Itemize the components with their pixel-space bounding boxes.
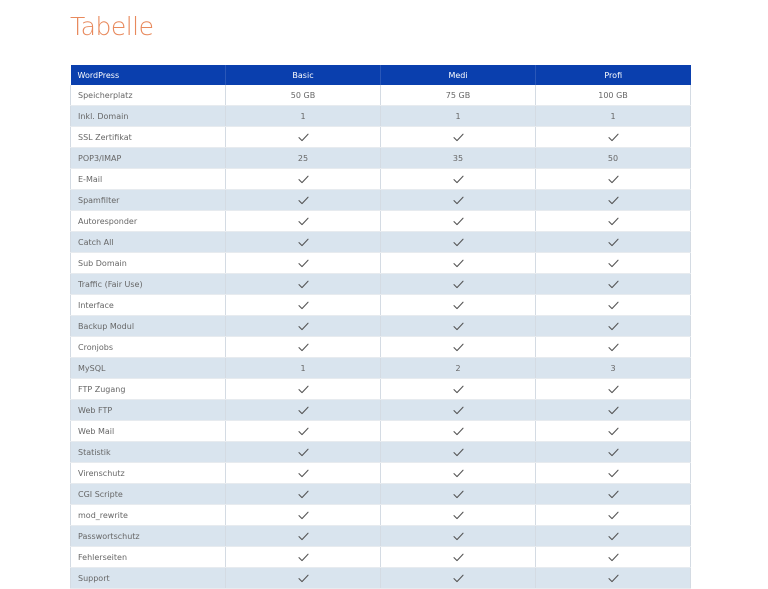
plan-value-cell [381,547,536,568]
check-icon [608,301,619,310]
plan-value-cell [536,232,691,253]
check-icon [298,238,309,247]
plan-value-cell [381,295,536,316]
check-icon [608,448,619,457]
plan-value-cell [226,211,381,232]
plan-value-cell: 1 [381,106,536,127]
plan-value-cell [381,211,536,232]
check-icon [453,259,464,268]
column-header-medi: Medi [381,65,536,85]
plan-value-cell [536,127,691,148]
plan-value-cell [536,568,691,589]
table-row [71,127,691,148]
plan-value-cell [536,526,691,547]
check-icon [453,406,464,415]
plan-value-cell [381,421,536,442]
check-icon [453,175,464,184]
table-row [71,190,691,211]
plan-value-cell [381,484,536,505]
table-row [71,316,691,337]
check-icon [298,133,309,142]
plan-value-cell [381,442,536,463]
table-row [71,295,691,316]
feature-label: Statistik [71,442,226,463]
check-icon [608,343,619,352]
plan-value-cell [381,463,536,484]
plan-value-cell [226,127,381,148]
table-row [71,442,691,463]
plan-value-cell [536,379,691,400]
check-icon [298,280,309,289]
plan-value-cell [536,253,691,274]
check-icon [453,280,464,289]
check-icon [608,322,619,331]
table-row [71,274,691,295]
pricing-table [70,65,691,589]
plan-value-cell: 100 GB [536,85,691,106]
feature-label: Cronjobs [71,337,226,358]
feature-label: Inkl. Domain [71,106,226,127]
plan-value-cell [381,190,536,211]
check-icon [298,322,309,331]
table-row [71,337,691,358]
plan-value-cell [381,505,536,526]
check-icon [608,259,619,268]
plan-value-cell [536,547,691,568]
plan-value-cell: 25 [226,148,381,169]
column-header-basic: Basic [226,65,381,85]
feature-label: Passwortschutz [71,526,226,547]
plan-value-cell [226,169,381,190]
plan-value-cell [226,337,381,358]
check-icon [453,490,464,499]
feature-label: Fehlerseiten [71,547,226,568]
check-icon [298,343,309,352]
check-icon [298,196,309,205]
plan-value-cell [381,232,536,253]
check-icon [298,490,309,499]
table-row [71,526,691,547]
page-title: Tabelle [70,12,154,41]
plan-value-cell [226,568,381,589]
check-icon [453,238,464,247]
feature-label: POP3/IMAP [71,148,226,169]
plan-value-cell [226,421,381,442]
table-row [71,505,691,526]
column-header-profi: Profi [536,65,691,85]
plan-value-cell [226,232,381,253]
feature-label: Spamfilter [71,190,226,211]
check-icon [453,322,464,331]
plan-value-cell [536,316,691,337]
check-icon [608,175,619,184]
check-icon [453,385,464,394]
check-icon [453,301,464,310]
plan-value-cell [226,190,381,211]
check-icon [608,406,619,415]
check-icon [298,406,309,415]
plan-value-cell [381,253,536,274]
feature-label: Autoresponder [71,211,226,232]
feature-label: Web FTP [71,400,226,421]
check-icon [453,553,464,562]
feature-label: E-Mail [71,169,226,190]
feature-label: Catch All [71,232,226,253]
plan-value-cell [381,316,536,337]
plan-value-cell [381,127,536,148]
plan-value-cell [381,274,536,295]
plan-value-cell: 50 [536,148,691,169]
check-icon [298,301,309,310]
plan-value-cell [536,211,691,232]
feature-label: FTP Zugang [71,379,226,400]
feature-label: SSL Zertifikat [71,127,226,148]
table-header-row [71,65,691,85]
check-icon [608,238,619,247]
plan-value-cell [536,295,691,316]
plan-value-cell [536,169,691,190]
check-icon [608,553,619,562]
plan-value-cell: 1 [536,106,691,127]
check-icon [453,343,464,352]
check-icon [298,259,309,268]
plan-value-cell: 1 [226,106,381,127]
table-row [71,232,691,253]
check-icon [453,196,464,205]
plan-value-cell: 75 GB [381,85,536,106]
table-row [71,148,691,169]
plan-value-cell [226,547,381,568]
check-icon [608,133,619,142]
feature-label: Sub Domain [71,253,226,274]
column-header-product: WordPress [71,65,226,85]
plan-value-cell [536,274,691,295]
plan-value-cell: 3 [536,358,691,379]
plan-value-cell [536,337,691,358]
check-icon [453,427,464,436]
plan-value-cell: 1 [226,358,381,379]
plan-value-cell [381,169,536,190]
plan-value-cell [536,505,691,526]
check-icon [608,196,619,205]
check-icon [298,574,309,583]
plan-value-cell [226,253,381,274]
table-row [71,85,691,106]
table-row [71,547,691,568]
check-icon [298,469,309,478]
check-icon [453,574,464,583]
plan-value-cell [381,400,536,421]
plan-value-cell [226,505,381,526]
feature-label: Virenschutz [71,463,226,484]
check-icon [608,427,619,436]
plan-value-cell [226,463,381,484]
plan-value-cell [381,568,536,589]
check-icon [608,217,619,226]
plan-value-cell [536,400,691,421]
check-icon [608,532,619,541]
plan-value-cell [536,421,691,442]
plan-value-cell: 35 [381,148,536,169]
table-row [71,106,691,127]
check-icon [608,280,619,289]
plan-value-cell: 50 GB [226,85,381,106]
check-icon [608,469,619,478]
plan-value-cell [226,274,381,295]
plan-value-cell [226,526,381,547]
check-icon [298,511,309,520]
check-icon [453,469,464,478]
feature-label: Speicherplatz [71,85,226,106]
feature-label: MySQL [71,358,226,379]
plan-value-cell [226,316,381,337]
check-icon [298,217,309,226]
check-icon [298,427,309,436]
plan-value-cell [226,484,381,505]
table-row [71,421,691,442]
table-row [71,568,691,589]
table-row [71,211,691,232]
check-icon [608,574,619,583]
check-icon [608,385,619,394]
feature-label: Support [71,568,226,589]
plan-value-cell [381,337,536,358]
plan-value-cell: 2 [381,358,536,379]
check-icon [608,511,619,520]
plan-value-cell [226,379,381,400]
plan-value-cell [536,484,691,505]
feature-label: Web Mail [71,421,226,442]
feature-label: Interface [71,295,226,316]
check-icon [453,511,464,520]
plan-value-cell [226,400,381,421]
table-row [71,358,691,379]
check-icon [298,385,309,394]
check-icon [608,490,619,499]
plan-value-cell [226,295,381,316]
plan-value-cell [226,442,381,463]
table-row [71,463,691,484]
plan-value-cell [536,442,691,463]
table-row [71,484,691,505]
check-icon [453,217,464,226]
check-icon [298,448,309,457]
table-row [71,400,691,421]
table-row [71,253,691,274]
feature-label: mod_rewrite [71,505,226,526]
check-icon [298,553,309,562]
table-row [71,379,691,400]
check-icon [453,532,464,541]
check-icon [298,532,309,541]
plan-value-cell [381,526,536,547]
check-icon [453,448,464,457]
feature-label: CGI Scripte [71,484,226,505]
plan-value-cell [381,379,536,400]
plan-value-cell [536,190,691,211]
check-icon [298,175,309,184]
plan-value-cell [536,463,691,484]
feature-label: Traffic (Fair Use) [71,274,226,295]
check-icon [453,133,464,142]
feature-label: Backup Modul [71,316,226,337]
table-row [71,169,691,190]
